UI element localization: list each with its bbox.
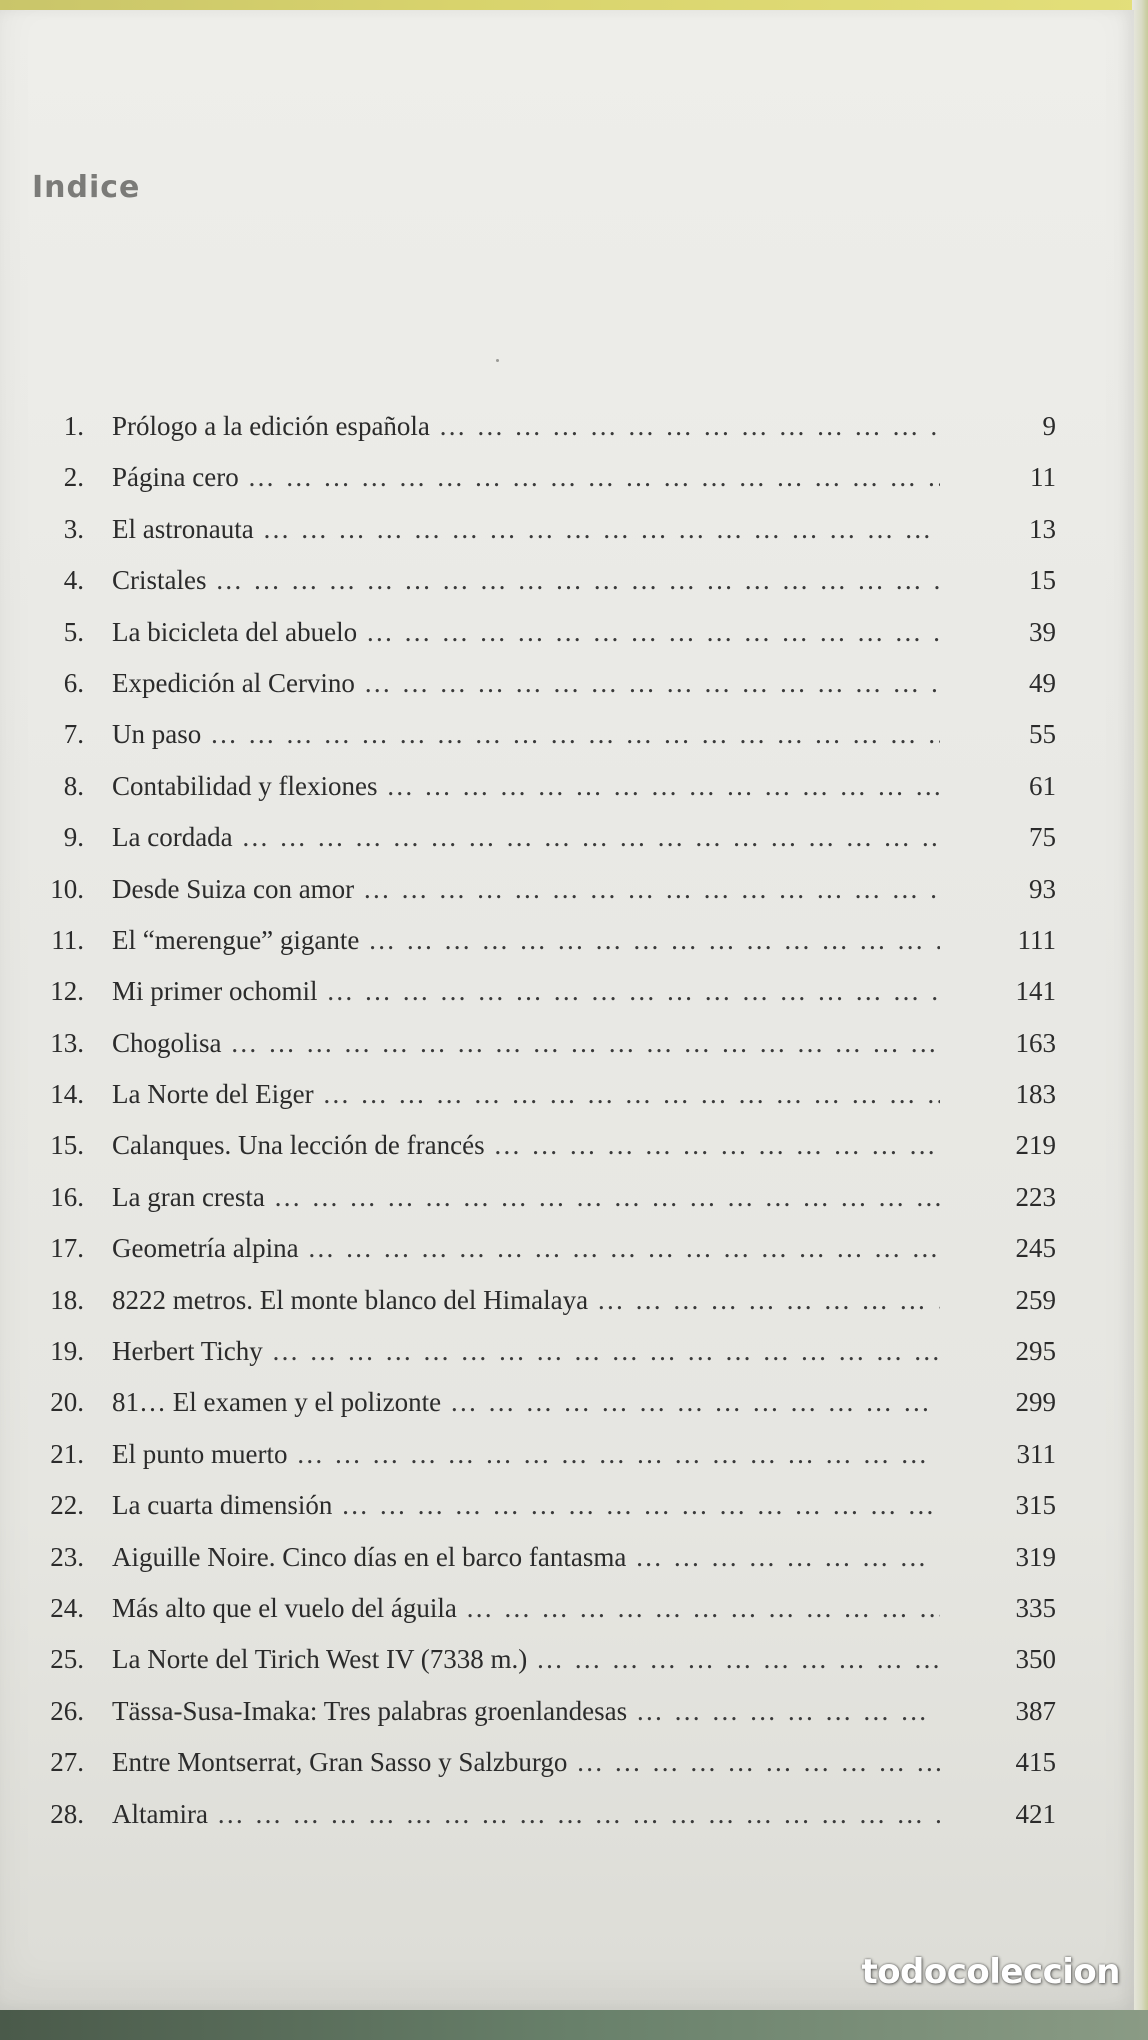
entry-title: Cristales … … … … … … … … … … … … … … … … … … … … … … … … … … … … … … … … … … bbox=[112, 560, 940, 600]
entry-number: 17. bbox=[50, 1233, 84, 1264]
entry-number: 20. bbox=[50, 1387, 84, 1418]
entry-number: 11. bbox=[51, 924, 84, 955]
entry-title: La cordada … … … … … … … … … … … … … … … … … … … … … … … … … … … … … … … … … … bbox=[112, 817, 940, 857]
entry-number: 22. bbox=[50, 1490, 84, 1521]
paper-speck bbox=[496, 359, 499, 362]
entry-title: Mi primer ochomil … … … … … … … … … … … … … … … … … … … … … … … … … … … … … … … … … … bbox=[112, 971, 940, 1011]
entry-page-number: 415 bbox=[1015, 1747, 1056, 1778]
toc-entry bbox=[0, 1125, 1134, 1176]
entry-page-number: 61 bbox=[1029, 770, 1056, 801]
toc-entry bbox=[0, 920, 1134, 971]
book-page bbox=[0, 10, 1134, 2010]
entry-number: 7. bbox=[63, 719, 84, 750]
entry-page-number: 11 bbox=[1030, 462, 1056, 493]
entry-page-number: 75 bbox=[1029, 822, 1056, 853]
toc-entry bbox=[0, 1280, 1134, 1331]
entry-number: 10. bbox=[50, 873, 84, 904]
entry-number: 18. bbox=[50, 1284, 84, 1315]
entry-title: 81… El examen y el polizonte … … … … … … … … … … … … … … … … … … … … … … … … … … … … … … … … … … bbox=[112, 1382, 940, 1422]
toc-entry bbox=[0, 1177, 1134, 1228]
toc-entry bbox=[0, 1331, 1134, 1382]
toc-entry bbox=[0, 457, 1134, 508]
entry-title: Aiguille Noire. Cinco días en el barco fantasma … … … … … … … … … … … … … … … … … … … … … … … … … … … … … … … … … … bbox=[112, 1537, 940, 1577]
entry-number: 16. bbox=[50, 1181, 84, 1212]
entry-page-number: 421 bbox=[1015, 1798, 1056, 1829]
entry-number: 26. bbox=[50, 1695, 84, 1726]
entry-number: 4. bbox=[63, 565, 84, 596]
entry-number: 25. bbox=[50, 1644, 84, 1675]
entry-number: 12. bbox=[50, 976, 84, 1007]
entry-number: 6. bbox=[63, 667, 84, 698]
entry-number: 24. bbox=[50, 1592, 84, 1623]
entry-page-number: 319 bbox=[1015, 1541, 1056, 1572]
entry-page-number: 245 bbox=[1015, 1233, 1056, 1264]
entry-title: Tässa-Susa-Imaka: Tres palabras groenlandesas … … … … … … … … … … … … … … … … … … … … … … … … … … … … … … … … … … bbox=[112, 1691, 940, 1731]
toc-entry bbox=[0, 1023, 1134, 1074]
entry-title: La cuarta dimensión … … … … … … … … … … … … … … … … … … … … … … … … … … … … … … … … … … bbox=[112, 1485, 940, 1525]
entry-number: 3. bbox=[63, 513, 84, 544]
toc-entry bbox=[0, 714, 1134, 765]
entry-page-number: 13 bbox=[1029, 513, 1056, 544]
entry-number: 23. bbox=[50, 1541, 84, 1572]
toc-entry bbox=[0, 406, 1134, 457]
entry-page-number: 335 bbox=[1015, 1592, 1056, 1623]
entry-title: El astronauta … … … … … … … … … … … … … … … … … … … … … … … … … … … … … … … … … … bbox=[112, 509, 940, 549]
toc-entry bbox=[0, 971, 1134, 1022]
toc-entry bbox=[0, 1074, 1134, 1125]
entry-number: 14. bbox=[50, 1079, 84, 1110]
entry-number: 19. bbox=[50, 1336, 84, 1367]
entry-page-number: 55 bbox=[1029, 719, 1056, 750]
entry-page-number: 15 bbox=[1029, 565, 1056, 596]
entry-title: Herbert Tichy … … … … … … … … … … … … … … … … … … … … … … … … … … … … … … … … … … bbox=[112, 1331, 940, 1371]
entry-number: 27. bbox=[50, 1747, 84, 1778]
entry-page-number: 295 bbox=[1015, 1336, 1056, 1367]
entry-title: La gran cresta … … … … … … … … … … … … … … … … … … … … … … … … … … … … … … … … … … bbox=[112, 1177, 940, 1217]
entry-page-number: 315 bbox=[1015, 1490, 1056, 1521]
entry-number: 28. bbox=[50, 1798, 84, 1829]
entry-title: El punto muerto … … … … … … … … … … … … … … … … … … … … … … … … … … … … … … … … … … bbox=[112, 1434, 940, 1474]
entry-title: Geometría alpina … … … … … … … … … … … … … … … … … … … … … … … … … … … … … … … … … … bbox=[112, 1228, 940, 1268]
toc-entry bbox=[0, 869, 1134, 920]
toc-entry bbox=[0, 817, 1134, 868]
entry-title: La Norte del Tirich West IV (7338 m.) … … … … … … … … … … … … … … … … … … … … … … … … … … … … … … … … … … bbox=[112, 1639, 940, 1679]
toc-entry bbox=[0, 1228, 1134, 1279]
entry-number: 15. bbox=[50, 1130, 84, 1161]
entry-page-number: 163 bbox=[1015, 1027, 1056, 1058]
entry-title: Prólogo a la edición española … … … … … … … … … … … … … … … … … … … … … … … … … … … … … … … … … … bbox=[112, 406, 940, 446]
entry-title: Un paso … … … … … … … … … … … … … … … … … … … … … … … … … … … … … … … … … … bbox=[112, 714, 940, 754]
entry-page-number: 9 bbox=[1042, 411, 1056, 441]
toc-entry bbox=[0, 766, 1134, 817]
toc-entry bbox=[0, 1742, 1134, 1793]
entry-page-number: 141 bbox=[1015, 976, 1056, 1007]
entry-title: Expedición al Cervino … … … … … … … … … … … … … … … … … … … … … … … … … … … … … … … … … … bbox=[112, 663, 940, 703]
entry-title: Página cero … … … … … … … … … … … … … … … … … … … … … … … … … … … … … … … … … … bbox=[112, 457, 940, 497]
entry-number: 8. bbox=[63, 770, 84, 801]
toc-entry bbox=[0, 1485, 1134, 1536]
entry-page-number: 219 bbox=[1015, 1130, 1056, 1161]
toc-entry bbox=[0, 1794, 1134, 1845]
entry-title: Contabilidad y flexiones … … … … … … … … … … … … … … … … … … … … … … … … … … … … … … … … … … bbox=[112, 766, 940, 806]
entry-page-number: 311 bbox=[1016, 1438, 1056, 1469]
entry-title: Más alto que el vuelo del águila … … … … … … … … … … … … … … … … … … … … … … … … … … … … … … … … … … bbox=[112, 1588, 940, 1628]
toc-entry bbox=[0, 1691, 1134, 1742]
toc-entry bbox=[0, 612, 1134, 663]
entry-number: 2. bbox=[63, 462, 84, 493]
toc-entry bbox=[0, 1382, 1134, 1433]
toc-entry bbox=[0, 1639, 1134, 1690]
entry-number: 5. bbox=[63, 616, 84, 647]
toc-entry bbox=[0, 560, 1134, 611]
entry-title: La bicicleta del abuelo … … … … … … … … … … … … … … … … … … … … … … … … … … … … … … … … … … bbox=[112, 612, 940, 652]
entry-title: 8222 metros. El monte blanco del Himalaya … … … … … … … … … … … … … … … … … … … … … … … … … … … … … … … … … … bbox=[112, 1280, 940, 1320]
entry-page-number: 350 bbox=[1015, 1644, 1056, 1675]
book-right-edge bbox=[1132, 0, 1148, 2040]
toc-entry bbox=[0, 663, 1134, 714]
entry-page-number: 111 bbox=[1017, 924, 1056, 955]
entry-page-number: 39 bbox=[1029, 616, 1056, 647]
entry-number: 1. bbox=[63, 411, 84, 441]
entry-page-number: 223 bbox=[1015, 1181, 1056, 1212]
entry-title: Desde Suiza con amor … … … … … … … … … … … … … … … … … … … … … … … … … … … … … … … … … … bbox=[112, 869, 940, 909]
watermark-logo: todocoleccion bbox=[861, 1952, 1120, 1992]
entry-page-number: 387 bbox=[1015, 1695, 1056, 1726]
entry-title: Entre Montserrat, Gran Sasso y Salzburgo … … … … … … … … … … … … … … … … … … … … … … … … … … … … … … … … … … bbox=[112, 1742, 940, 1782]
entry-title: Chogolisa … … … … … … … … … … … … … … … … … … … … … … … … … … … … … … … … … … bbox=[112, 1023, 940, 1063]
toc-entry bbox=[0, 509, 1134, 560]
entry-title: Calanques. Una lección de francés … … … … … … … … … … … … … … … … … … … … … … … … … … … … … … … … … … bbox=[112, 1125, 940, 1165]
entry-number: 13. bbox=[50, 1027, 84, 1058]
entry-title: Altamira … … … … … … … … … … … … … … … … … … … … … … … … … … … … … … … … … … bbox=[112, 1794, 940, 1834]
toc-entry bbox=[0, 1434, 1134, 1485]
entry-page-number: 299 bbox=[1015, 1387, 1056, 1418]
entry-number: 9. bbox=[63, 822, 84, 853]
book-bottom-edge bbox=[0, 2010, 1148, 2040]
page-title: Indice bbox=[32, 170, 141, 205]
entry-page-number: 93 bbox=[1029, 873, 1056, 904]
entry-page-number: 49 bbox=[1029, 667, 1056, 698]
table-of-contents bbox=[0, 406, 1134, 1845]
entry-page-number: 259 bbox=[1015, 1284, 1056, 1315]
toc-entry bbox=[0, 1537, 1134, 1588]
entry-title: La Norte del Eiger … … … … … … … … … … … … … … … … … … … … … … … … … … … … … … … … … … bbox=[112, 1074, 940, 1114]
entry-title: El “merengue” gigante … … … … … … … … … … … … … … … … … … … … … … … … … … … … … … … … … … bbox=[112, 920, 940, 960]
entry-page-number: 183 bbox=[1015, 1079, 1056, 1110]
toc-entry bbox=[0, 1588, 1134, 1639]
entry-number: 21. bbox=[50, 1438, 84, 1469]
